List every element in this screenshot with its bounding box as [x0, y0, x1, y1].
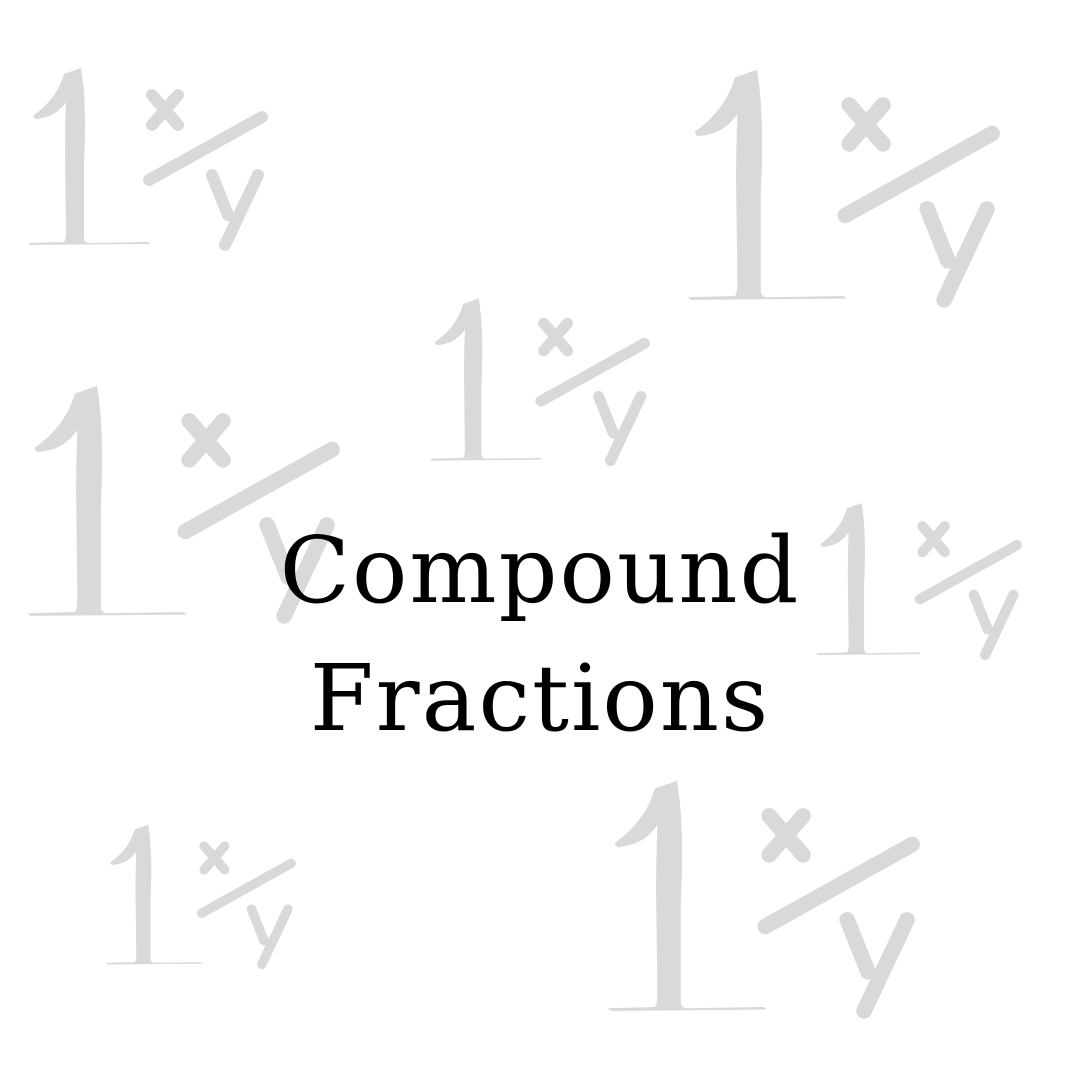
mixed-number-icon [608, 773, 920, 1020]
mixed-number-icon [688, 62, 1000, 309]
mixed-number-icon [106, 820, 296, 970]
title-line-1: Compound [279, 516, 801, 624]
title-line-2: Fractions [309, 644, 771, 752]
mixed-number-icon [28, 62, 268, 252]
mixed-number-icon [430, 293, 650, 467]
page-title [0, 507, 1080, 763]
